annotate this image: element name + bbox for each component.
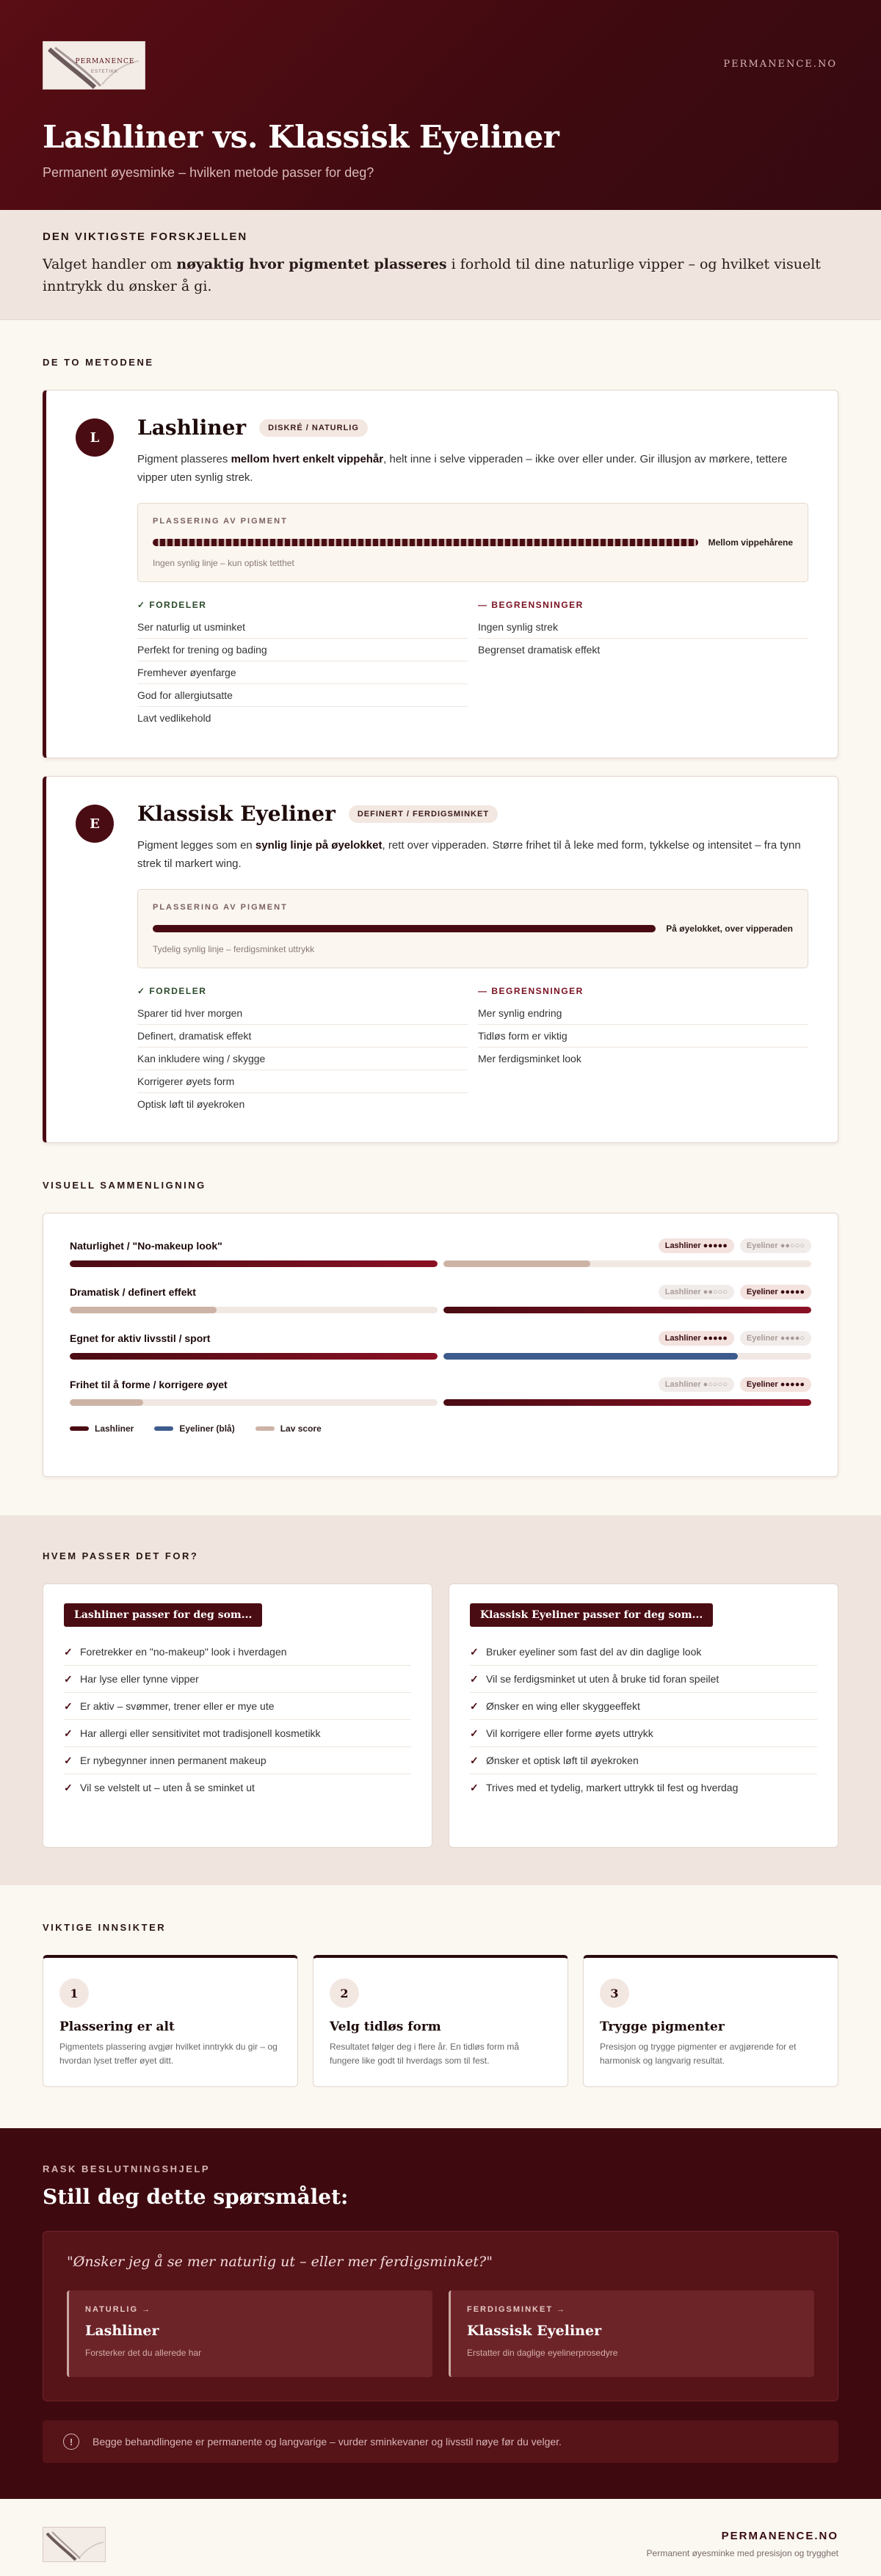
legend-item [255, 1423, 322, 1434]
list-item [64, 1720, 411, 1747]
option-text: Forsterker det du allerede har [85, 2348, 202, 2358]
check-icon: ✓ [64, 1673, 73, 1685]
desc-bold: synlig linje på øyelokket [255, 839, 383, 852]
list-item: Mer ferdigsminket look [478, 1053, 581, 1064]
pros-column [137, 986, 468, 1115]
lashliner-bar-track [70, 1353, 438, 1360]
lashliner-bar [70, 1399, 143, 1406]
logo-subtext: ESTETIKK [90, 70, 118, 74]
list-item [470, 1774, 817, 1801]
comparison-label: Egnet for aktiv livsstil / sport [70, 1332, 211, 1344]
decision-eyebrow: RASK BESLUTNINGSHJELP [43, 2163, 211, 2174]
hero-header [0, 0, 881, 210]
desc-bold: mellom hvert enkelt vippehår [231, 453, 384, 465]
method-card-lashliner [43, 390, 838, 758]
comparison-legend [70, 1423, 811, 1434]
check-icon: ✓ [64, 1727, 73, 1739]
pigment-eyebrow: PLASSERING AV PIGMENT [153, 903, 288, 912]
legend-swatch [70, 1426, 89, 1431]
decision-section [0, 2128, 881, 2499]
legend-label: Eyeliner (blå) [179, 1423, 235, 1434]
list-item: Perfekt for trening og bading [137, 639, 468, 661]
list-item: Fremhever øyenfarge [137, 661, 468, 684]
eyeliner-score-pill: Eyeliner ●●●●● [740, 1285, 811, 1299]
pigment-placement-box [137, 503, 808, 582]
check-icon: ✓ [470, 1646, 479, 1658]
list-item [470, 1720, 817, 1747]
list-item [470, 1747, 817, 1774]
list-item [64, 1693, 411, 1720]
legend-label: Lashliner [95, 1423, 134, 1434]
item-text: Ønsker et optisk løft til øyekroken [486, 1755, 639, 1766]
option-text: Erstatter din daglige eyelinerprosedyre [467, 2348, 618, 2358]
check-icon: ✓ [64, 1755, 73, 1766]
cons-heading: — BEGRENSNINGER [478, 600, 584, 610]
info-note-text: Begge behandlingene er permanente og langvarige – vurder sminkevaner og livsstil nøye før du velger. [93, 2436, 562, 2448]
pros-column [137, 600, 468, 729]
who-eyebrow: HVEM PASSER DET FOR? [43, 1550, 199, 1561]
eyeliner-score-pill: Eyeliner ●●●●○ [740, 1331, 811, 1346]
method-description [137, 450, 808, 487]
method-tag: DEFINERT / FERDIGSMINKET [349, 805, 498, 823]
option-natural[interactable] [67, 2290, 432, 2377]
item-text: Ønsker en wing eller skyggeeffekt [486, 1700, 640, 1712]
logo-swoosh-icon [43, 42, 145, 90]
lashliner-bar-track [70, 1307, 438, 1313]
check-icon: ✓ [64, 1700, 73, 1712]
pigment-dotted-line [153, 539, 698, 546]
who-card-title: Klassisk Eyeliner passer for deg som... [470, 1603, 713, 1627]
list-item: Tidløs form er viktig [478, 1025, 808, 1048]
desc-pre: Pigment plasseres [137, 453, 231, 465]
eyeliner-bar [443, 1307, 811, 1313]
logo-swoosh-icon [43, 2528, 106, 2562]
pigment-position-label: På øyelokket, over vipperaden [666, 924, 793, 934]
question-text: "Ønsker jeg å se mer naturlig ut – eller mer ferdigsminket?" [67, 2254, 493, 2270]
insights-section [0, 1885, 881, 2128]
key-difference-eyebrow: DEN VIKTIGSTE FORSKJELLEN [43, 231, 248, 243]
brand-link[interactable]: PERMANENCE.NO [723, 59, 837, 70]
list-item: Sparer tid hver morgen [137, 1002, 468, 1025]
insight-title: Trygge pigmenter [600, 2020, 725, 2034]
option-eyebrow: NATURLIG → [85, 2305, 152, 2314]
item-text: Bruker eyeliner som fast del av din daglige look [486, 1646, 702, 1658]
insight-card [43, 1955, 298, 2087]
legend-item [70, 1423, 134, 1434]
item-text: Har lyse eller tynne vipper [80, 1673, 199, 1685]
legend-swatch [154, 1426, 173, 1431]
item-text: Vil se ferdigsminket ut uten å bruke tid foran speilet [486, 1673, 719, 1685]
lashliner-score-pill: Lashliner ●●●●● [659, 1238, 734, 1253]
lashliner-score-pill: Lashliner ●●○○○ [659, 1285, 734, 1299]
option-title: Klassisk Eyeliner [467, 2323, 602, 2339]
desc-post: , rett over vipperaden. Større frihet til å leke med form, tykkelse og intensitet – fra tynn strek til markert wing. [137, 839, 801, 870]
method-title: Klassisk Eyeliner [137, 802, 336, 826]
item-text: Vil korrigere eller forme øyets uttrykk [486, 1727, 653, 1739]
item-text: Har allergi eller sensitivitet mot tradisjonell kosmetikk [80, 1727, 321, 1739]
check-icon: ✓ [470, 1755, 479, 1766]
eyeliner-bar-track [443, 1260, 811, 1267]
insight-card [313, 1955, 568, 2087]
pigment-note: Tydelig synlig linje – ferdigsminket uttrykk [153, 944, 315, 954]
comparison-card [43, 1213, 838, 1477]
letter-badge: L [76, 418, 114, 457]
insight-number: 2 [330, 1978, 359, 2008]
option-eyebrow: FERDIGSMINKET → [467, 2305, 567, 2314]
logo-text: PERMANENCE [75, 58, 135, 65]
info-icon: ! [63, 2434, 79, 2450]
list-item: Begrenset dramatisk effekt [478, 644, 601, 656]
legend-item [154, 1423, 234, 1434]
insight-number: 1 [59, 1978, 89, 2008]
list-item: Ser naturlig ut usminket [137, 616, 468, 639]
page-subtitle: Permanent øyesminke – hvilken metode passer for deg? [43, 165, 374, 180]
comparison-rows [70, 1238, 811, 1406]
comparison-section [0, 1143, 881, 1477]
lashliner-bar [70, 1353, 438, 1360]
comparison-row [70, 1331, 811, 1360]
check-icon: ✓ [470, 1700, 479, 1712]
kd-text-pre: Valget handler om [43, 256, 177, 272]
eyeliner-bar [443, 1353, 738, 1360]
comparison-label: Dramatisk / definert effekt [70, 1286, 196, 1298]
item-text: Trives med et tydelig, markert uttrykk til fest og hverdag [486, 1782, 739, 1793]
pigment-solid-line [153, 925, 656, 932]
list-item: Optisk løft til øyekroken [137, 1098, 245, 1110]
eyeliner-score-pill: Eyeliner ●●●●● [740, 1377, 811, 1392]
list-item [64, 1747, 411, 1774]
lashliner-score-pill: Lashliner ●○○○○ [659, 1377, 734, 1392]
logo[interactable] [43, 41, 145, 90]
item-text: Foretrekker en "no-makeup" look i hverdagen [80, 1646, 287, 1658]
list-item: Lavt vedlikehold [137, 712, 211, 724]
method-tag: DISKRÉ / NATURLIG [259, 419, 368, 437]
footer-brand[interactable]: PERMANENCE.NO [721, 2530, 838, 2542]
lashliner-bar [70, 1260, 438, 1267]
pigment-position-label: Mellom vippehårene [708, 537, 793, 548]
eyeliner-bar-track [443, 1353, 811, 1360]
check-icon: ✓ [470, 1782, 479, 1793]
insight-number: 3 [600, 1978, 629, 2008]
list-item: Mer synlig endring [478, 1002, 808, 1025]
list-item [470, 1666, 817, 1693]
letter-badge: E [76, 805, 114, 843]
who-card-title: Lashliner passer for deg som... [64, 1603, 262, 1627]
desc-post: , helt inne i selve vipperaden – ikke over eller under. Gir illusjon av mørkere, tettere vipper uten synlig strek. [137, 453, 788, 484]
pigment-note: Ingen synlig linje – kun optisk tetthet [153, 558, 294, 568]
eyeliner-bar [443, 1399, 811, 1406]
footer-tagline: Permanent øyesminke med presisjon og trygghet [646, 2548, 838, 2558]
comparison-row [70, 1377, 811, 1406]
who-section [0, 1515, 881, 1885]
comparison-label: Frihet til å forme / korrigere øyet [70, 1379, 228, 1390]
legend-label: Lav score [280, 1423, 322, 1434]
list-item [64, 1639, 411, 1666]
who-card-lashliner [43, 1583, 432, 1848]
legend-swatch [255, 1426, 275, 1431]
item-text: Er nybegynner innen permanent makeup [80, 1755, 267, 1766]
who-card-eyeliner [449, 1583, 838, 1848]
comparison-eyebrow: VISUELL SAMMENLIGNING [43, 1180, 206, 1191]
cons-column [478, 986, 808, 1115]
lashliner-bar [70, 1307, 217, 1313]
pros-heading: ✓ FORDELER [137, 600, 207, 610]
list-item: Korrigerer øyets form [137, 1070, 468, 1093]
pigment-placement-box [137, 889, 808, 968]
check-icon: ✓ [64, 1782, 73, 1793]
kd-text-post: i forhold til dine naturlige vipper – og hvilket visuelt inntrykk du ønsker å gi. [43, 256, 821, 294]
insight-card [583, 1955, 838, 2087]
decision-title: Still deg dette spørsmålet: [43, 2185, 349, 2209]
list-item: Ingen synlig strek [478, 616, 808, 639]
eyeliner-score-pill: Eyeliner ●●○○○ [740, 1238, 811, 1253]
list-item [64, 1666, 411, 1693]
insight-title: Velg tidløs form [330, 2020, 441, 2034]
list-item: God for allergiutsatte [137, 684, 468, 707]
method-title: Lashliner [137, 416, 247, 440]
cons-heading: — BEGRENSNINGER [478, 986, 584, 996]
comparison-row [70, 1285, 811, 1313]
page-title: Lashliner vs. Klassisk Eyeliner [43, 119, 559, 155]
list-item: Kan inkludere wing / skygge [137, 1048, 468, 1070]
kd-text-bold: nøyaktig hvor pigmentet plasseres [176, 256, 447, 272]
key-difference-text [43, 253, 838, 297]
desc-pre: Pigment legges som en [137, 839, 255, 852]
list-item [470, 1693, 817, 1720]
insight-title: Plassering er alt [59, 2020, 175, 2034]
key-difference-section [0, 210, 881, 320]
method-card-eyeliner [43, 776, 838, 1143]
check-icon: ✓ [64, 1646, 73, 1658]
item-text: Er aktiv – svømmer, trener eller er mye ute [80, 1700, 275, 1712]
insight-text: Pigmentets plassering avgjør hvilket inntrykk du gir – og hvordan lyset treffer øyet ditt. [59, 2042, 278, 2066]
question-card [43, 2231, 838, 2401]
eyeliner-bar-track [443, 1307, 811, 1313]
lashliner-score-pill: Lashliner ●●●●● [659, 1331, 734, 1346]
eyeliner-bar-track [443, 1399, 811, 1406]
eyeliner-bar [443, 1260, 590, 1267]
pigment-eyebrow: PLASSERING AV PIGMENT [153, 517, 288, 526]
comparison-label: Naturlighet / "No-makeup look" [70, 1240, 222, 1252]
comparison-row [70, 1238, 811, 1267]
info-note [43, 2420, 838, 2463]
method-description [137, 836, 808, 873]
option-made-up[interactable] [449, 2290, 814, 2377]
lashliner-bar-track [70, 1260, 438, 1267]
item-text: Vil se velstelt ut – uten å se sminket ut [80, 1782, 255, 1793]
methods-section [0, 320, 881, 1143]
pros-heading: ✓ FORDELER [137, 986, 207, 996]
list-item: Definert, dramatisk effekt [137, 1025, 468, 1048]
lashliner-bar-track [70, 1399, 438, 1406]
check-icon: ✓ [470, 1673, 479, 1685]
option-title: Lashliner [85, 2323, 159, 2339]
check-icon: ✓ [470, 1727, 479, 1739]
insights-eyebrow: VIKTIGE INNSIKTER [43, 1922, 167, 1933]
list-item [64, 1774, 411, 1801]
cons-column [478, 600, 808, 729]
insight-text: Presisjon og trygge pigmenter er avgjørende for et harmonisk og langvarig resultat. [600, 2042, 797, 2066]
footer-logo[interactable] [43, 2527, 106, 2562]
methods-eyebrow: DE TO METODENE [43, 357, 154, 368]
footer [0, 2499, 881, 2576]
list-item [470, 1639, 817, 1666]
insight-text: Resultatet følger deg i flere år. En tidløs form må fungere like godt til hverdags som til fest. [330, 2042, 520, 2066]
